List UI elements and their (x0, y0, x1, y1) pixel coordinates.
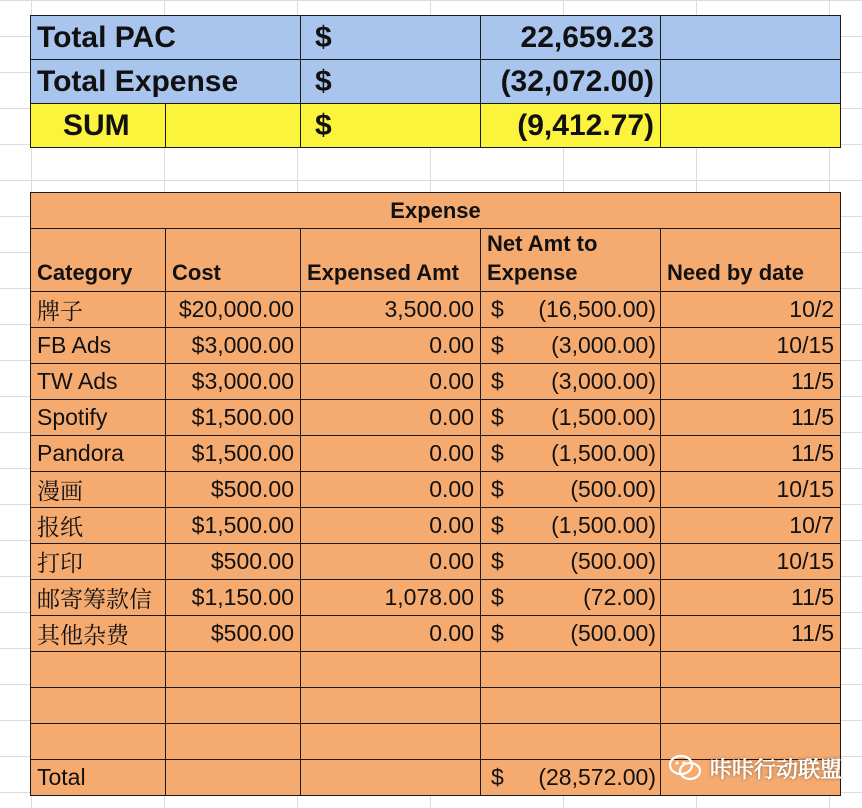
net-cell[interactable] (481, 616, 661, 652)
dollar-sign: $ (491, 512, 504, 538)
table-row (31, 292, 841, 328)
net-value: (500.00) (570, 476, 656, 502)
need-by-date-cell[interactable]: 11/5 (661, 364, 841, 400)
total-label-cell[interactable]: Total (31, 760, 166, 796)
table-row (31, 544, 841, 580)
summary-label-cell[interactable]: Total PAC (31, 16, 301, 60)
category-cell[interactable]: 其他杂费 (31, 616, 166, 652)
wechat-icon (668, 753, 702, 783)
expense-table (30, 192, 841, 796)
dollar-sign: $ (491, 440, 504, 466)
expensed-cell[interactable]: 0.00 (301, 616, 481, 652)
empty-cell[interactable] (301, 688, 481, 724)
table-row (31, 364, 841, 400)
header-net-line2: Expense (487, 260, 578, 285)
empty-cell[interactable] (166, 652, 301, 688)
dollar-sign: $ (491, 296, 504, 322)
empty-cell[interactable] (166, 104, 301, 148)
empty-cell[interactable] (166, 688, 301, 724)
net-cell[interactable] (481, 544, 661, 580)
category-cell[interactable]: FB Ads (31, 328, 166, 364)
need-by-date-cell[interactable]: 11/5 (661, 580, 841, 616)
dollar-sign: $ (491, 404, 504, 430)
empty-cell[interactable] (301, 652, 481, 688)
expensed-cell[interactable]: 1,078.00 (301, 580, 481, 616)
net-cell[interactable] (481, 436, 661, 472)
empty-cell[interactable] (166, 724, 301, 760)
net-value: (1,500.00) (551, 512, 656, 538)
empty-cell[interactable] (301, 724, 481, 760)
empty-cell[interactable] (31, 652, 166, 688)
cost-cell[interactable]: $1,500.00 (166, 508, 301, 544)
empty-cell[interactable] (661, 104, 841, 148)
dollar-sign: $ (491, 584, 504, 610)
net-cell[interactable] (481, 472, 661, 508)
total-net-value: (28,572.00) (538, 764, 656, 790)
expense-body (31, 292, 841, 652)
watermark (668, 748, 842, 788)
net-cell[interactable] (481, 400, 661, 436)
table-row (31, 328, 841, 364)
summary-row-sum (31, 104, 841, 148)
category-cell[interactable]: 打印 (31, 544, 166, 580)
expensed-cell[interactable]: 0.00 (301, 328, 481, 364)
net-cell[interactable] (481, 292, 661, 328)
net-value: (1,500.00) (551, 440, 656, 466)
watermark-text: 咔咔行动联盟 (710, 756, 843, 782)
header-net-line1: Net Amt to (487, 231, 598, 256)
total-net-cell[interactable] (481, 760, 661, 796)
net-cell[interactable] (481, 328, 661, 364)
summary-amount-cell[interactable]: (9,412.77) (481, 104, 661, 148)
need-by-date-cell[interactable]: 10/15 (661, 544, 841, 580)
expensed-cell[interactable]: 0.00 (301, 400, 481, 436)
summary-row-total-expense (31, 60, 841, 104)
net-value: (500.00) (570, 548, 656, 574)
cost-cell[interactable]: $3,000.00 (166, 364, 301, 400)
header-expensed-amt[interactable]: Expensed Amt (301, 229, 481, 292)
expense-empty-row (31, 688, 841, 724)
need-by-date-cell[interactable]: 10/2 (661, 292, 841, 328)
summary-label-cell[interactable]: Total Expense (31, 60, 301, 104)
summary-dollar-cell[interactable]: $ (301, 60, 481, 104)
summary-amount-cell[interactable]: 22,659.23 (481, 16, 661, 60)
cost-cell[interactable]: $500.00 (166, 616, 301, 652)
empty-cell[interactable] (301, 760, 481, 796)
category-cell[interactable]: 漫画 (31, 472, 166, 508)
net-cell[interactable] (481, 580, 661, 616)
category-cell[interactable]: Pandora (31, 436, 166, 472)
dollar-sign: $ (491, 332, 504, 358)
category-cell[interactable]: Spotify (31, 400, 166, 436)
need-by-date-cell[interactable]: 11/5 (661, 400, 841, 436)
need-by-date-cell[interactable]: 10/7 (661, 508, 841, 544)
need-by-date-cell[interactable]: 10/15 (661, 328, 841, 364)
cost-cell[interactable]: $500.00 (166, 472, 301, 508)
expense-empty-row (31, 652, 841, 688)
header-net-amt[interactable] (481, 229, 661, 292)
dollar-sign: $ (491, 620, 504, 646)
dollar-sign: $ (491, 764, 504, 790)
expense-title-row (31, 193, 841, 229)
summary-amount-cell[interactable]: (32,072.00) (481, 60, 661, 104)
net-value: (16,500.00) (538, 296, 656, 322)
expensed-cell[interactable]: 0.00 (301, 364, 481, 400)
dollar-sign: $ (491, 548, 504, 574)
summary-row-total-pac (31, 16, 841, 60)
net-value: (72.00) (583, 584, 656, 610)
summary-table (30, 15, 841, 148)
expense-header-row (31, 229, 841, 292)
need-by-date-cell[interactable]: 11/5 (661, 616, 841, 652)
table-row (31, 472, 841, 508)
expensed-cell[interactable]: 0.00 (301, 508, 481, 544)
empty-cell[interactable] (481, 652, 661, 688)
dollar-sign: $ (491, 368, 504, 394)
cost-cell[interactable]: $500.00 (166, 544, 301, 580)
category-cell[interactable]: TW Ads (31, 364, 166, 400)
table-row (31, 580, 841, 616)
category-cell[interactable]: 牌子 (31, 292, 166, 328)
table-row (31, 508, 841, 544)
need-by-date-cell[interactable]: 10/15 (661, 472, 841, 508)
empty-cell[interactable] (31, 724, 166, 760)
net-value: (1,500.00) (551, 404, 656, 430)
summary-dollar-cell[interactable]: $ (301, 16, 481, 60)
expensed-cell[interactable]: 0.00 (301, 544, 481, 580)
table-row (31, 436, 841, 472)
net-value: (3,000.00) (551, 332, 656, 358)
empty-cell[interactable] (661, 16, 841, 60)
expensed-cell[interactable]: 0.00 (301, 436, 481, 472)
net-value: (3,000.00) (551, 368, 656, 394)
empty-cell[interactable] (661, 652, 841, 688)
summary-dollar-cell[interactable]: $ (301, 104, 481, 148)
summary-label-cell[interactable]: SUM (31, 104, 166, 148)
cost-cell[interactable]: $1,500.00 (166, 436, 301, 472)
cost-cell[interactable]: $20,000.00 (166, 292, 301, 328)
header-cost[interactable]: Cost (166, 229, 301, 292)
empty-cell[interactable] (481, 688, 661, 724)
category-cell[interactable]: 邮寄筹款信 (31, 580, 166, 616)
dollar-sign: $ (491, 476, 504, 502)
net-value: (500.00) (570, 620, 656, 646)
table-row (31, 616, 841, 652)
net-cell[interactable] (481, 364, 661, 400)
empty-cell[interactable] (661, 60, 841, 104)
cost-cell[interactable]: $3,000.00 (166, 328, 301, 364)
header-category[interactable]: Category (31, 229, 166, 292)
expensed-cell[interactable]: 3,500.00 (301, 292, 481, 328)
header-need-by-date[interactable]: Need by date (661, 229, 841, 292)
expense-title-cell[interactable]: Expense (31, 193, 841, 229)
need-by-date-cell[interactable]: 11/5 (661, 436, 841, 472)
expensed-cell[interactable]: 0.00 (301, 472, 481, 508)
empty-cell[interactable] (166, 760, 301, 796)
empty-cell[interactable] (31, 688, 166, 724)
table-row (31, 400, 841, 436)
empty-cell[interactable] (481, 724, 661, 760)
cost-cell[interactable]: $1,150.00 (166, 580, 301, 616)
net-cell[interactable] (481, 508, 661, 544)
cost-cell[interactable]: $1,500.00 (166, 400, 301, 436)
category-cell[interactable]: 报纸 (31, 508, 166, 544)
empty-cell[interactable] (661, 688, 841, 724)
